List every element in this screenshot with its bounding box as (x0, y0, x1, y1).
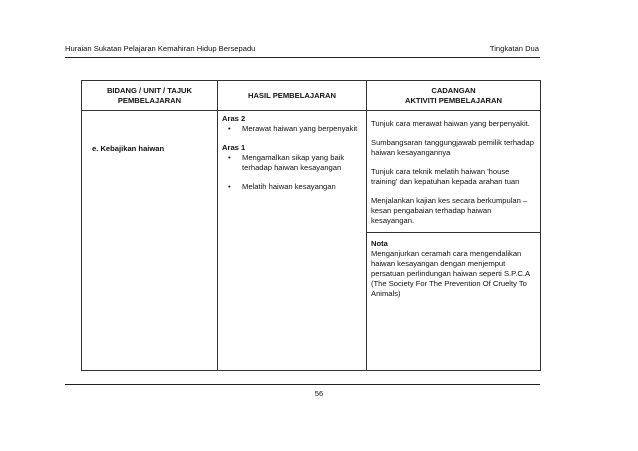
header-hasil: HASIL PEMBELAJARAN (218, 81, 367, 111)
page-number: 56 (314, 389, 324, 398)
nota-title: Nota (371, 239, 388, 249)
aras1-item-text: Melatih haiwan kesayangan (242, 182, 336, 192)
aras2-title: Aras 2 (222, 114, 246, 123)
cell-bidang (82, 111, 218, 371)
header-bidang-line2: PEMBELAJARAN (117, 95, 182, 105)
header-cadangan-line2: AKTIVITI PEMBELAJARAN (404, 95, 503, 105)
aktiviti-paragraph: Sumbangsaran tanggungjawab pemilik terhadap haiwan kesayangannya (371, 138, 534, 158)
header-bidang-line1: BIDANG / UNIT / TAJUK (106, 86, 193, 96)
page-header-left: Huraian Sukatan Pelajaran Kemahiran Hidup Bersepadu (65, 44, 256, 53)
aktiviti-paragraph: Menjalankan kajian kes secara berkumpulan – kesan pengabaian terhadap haiwan kesayangan. (371, 196, 528, 226)
aras1-title: Aras 1 (222, 143, 246, 153)
bullet-icon: • (228, 124, 231, 134)
nota-text: Menganjurkan ceramah cara mengendalikan haiwan kesayangan dengan menjemput persatuan perlindungan haiwan seperti S.P.C.A (The Society For The Prevention Of Cruelty To Animals) (371, 249, 530, 299)
aras1-item (222, 153, 362, 173)
aras1-item-text: Mengamalkan sikap yang baik terhadap haiwan kesayangan (242, 153, 345, 173)
header-rule (65, 57, 540, 58)
aktiviti-paragraph: Tunjuk cara merawat haiwan yang berpenyakit. (371, 119, 530, 128)
topic-title: e. Kebajikan haiwan (92, 144, 165, 153)
table-header-row (82, 81, 541, 111)
bullet-icon: • (228, 182, 231, 192)
bullet-icon: • (228, 153, 231, 163)
page-header-right: Tingkatan Dua (489, 44, 539, 53)
table-row (82, 111, 541, 371)
aktiviti-paragraph: Tunjuk cara teknik melatih haiwan 'house training' dan kepatuhan kepada arahan tuan (371, 167, 520, 187)
header-bidang (82, 81, 218, 111)
cell-divider (367, 232, 540, 233)
aras2-item (222, 124, 362, 134)
aras1-item (222, 182, 362, 192)
header-cadangan-line1: CADANGAN (431, 86, 476, 96)
cell-hasil (218, 111, 367, 371)
syllabus-table (81, 80, 541, 371)
footer-rule (65, 384, 540, 385)
aras2-item-text: Merawat haiwan yang berpenyakit (242, 124, 358, 134)
cell-aktiviti (367, 111, 541, 371)
header-cadangan (367, 81, 541, 111)
